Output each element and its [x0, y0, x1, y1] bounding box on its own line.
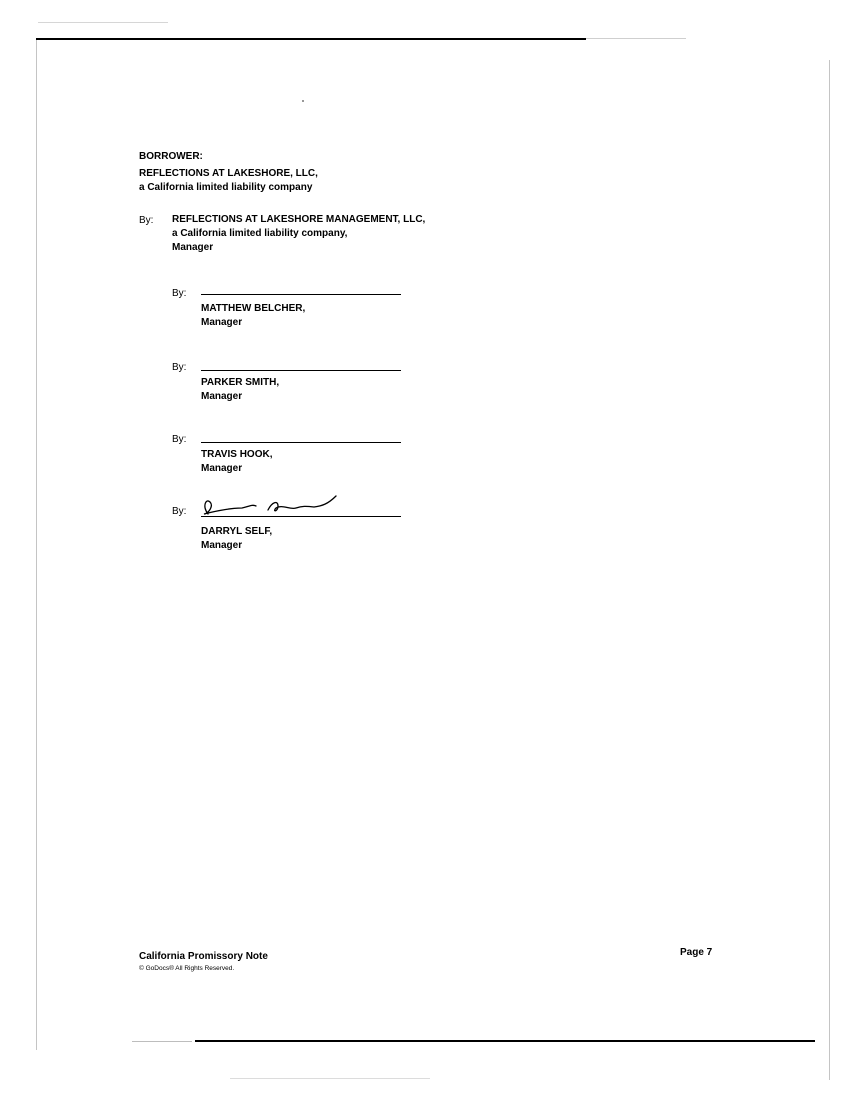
- manager-entity-role: Manager: [172, 242, 214, 253]
- signature-line: [201, 294, 401, 295]
- signatory-by-label: By:: [172, 362, 187, 373]
- footer-document-title: California Promissory Note: [139, 951, 268, 962]
- scan-artifact: [38, 22, 168, 23]
- manager-by-label: By:: [139, 215, 154, 226]
- signatory-by-label: By:: [172, 288, 187, 299]
- signatory-name: MATTHEW BELCHER,: [201, 303, 306, 314]
- signatory-name: TRAVIS HOOK,: [201, 449, 273, 460]
- signature-line: [201, 370, 401, 371]
- signatory-title: Manager: [201, 540, 243, 551]
- top-border-rule: [36, 38, 586, 40]
- handwritten-signature: [198, 492, 358, 518]
- manager-entity-name: REFLECTIONS AT LAKESHORE MANAGEMENT, LLC,: [172, 214, 426, 225]
- signatory-title: Manager: [201, 317, 243, 328]
- scan-artifact: [132, 1041, 192, 1042]
- borrower-heading: BORROWER:: [139, 151, 203, 162]
- signatory-title: Manager: [201, 463, 243, 474]
- bottom-border-rule: [195, 1040, 815, 1042]
- footer-page-number: Page 7: [680, 947, 713, 958]
- left-border: [36, 40, 37, 1050]
- signatory-by-label: By:: [172, 434, 187, 445]
- signatory-title: Manager: [201, 391, 243, 402]
- signature-line: [201, 516, 401, 517]
- signatory-by-label: By:: [172, 506, 187, 517]
- signatory-name: DARRYL SELF,: [201, 526, 273, 537]
- borrower-entity-name: REFLECTIONS AT LAKESHORE, LLC,: [139, 168, 318, 179]
- borrower-entity-desc: a California limited liability company: [139, 182, 313, 193]
- scan-artifact: [230, 1078, 430, 1079]
- right-border: [829, 60, 830, 1080]
- signatory-name: PARKER SMITH,: [201, 377, 280, 388]
- scan-artifact: [586, 38, 686, 39]
- scan-speck: [302, 100, 304, 102]
- signature-line: [201, 442, 401, 443]
- footer-copyright: © GoDocs® All Rights Reserved.: [139, 965, 235, 972]
- manager-entity-desc: a California limited liability company,: [172, 228, 348, 239]
